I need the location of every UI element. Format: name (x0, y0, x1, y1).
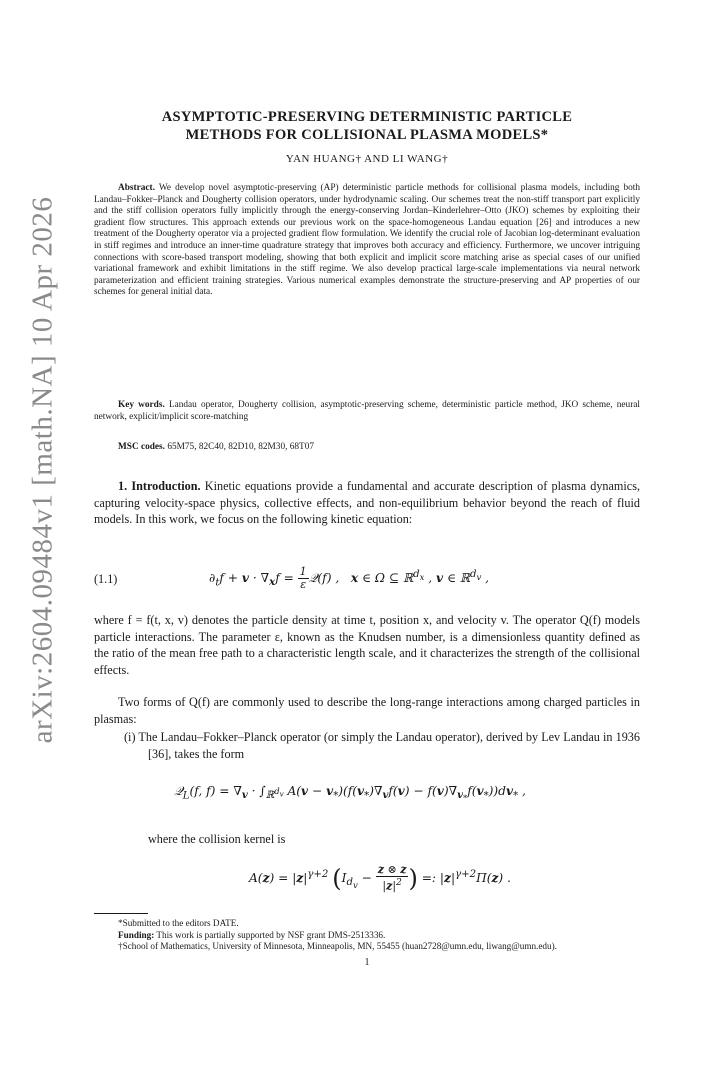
abstract-label: Abstract. (118, 183, 155, 193)
collision-forms-text: Two forms of Q(f) are commonly used to describe the long-range interactions among charged particles in plasmas: (94, 695, 640, 726)
paragraph-collision-forms (94, 694, 640, 727)
funding-label: Funding: (118, 929, 155, 940)
msc-codes (94, 442, 640, 454)
list-item-landau (124, 729, 640, 762)
footnote-submitted: *Submitted to the editors DATE. (118, 918, 239, 928)
equation-landau-operator (94, 784, 640, 814)
kinetic-equation: $\partial_tf + v \cdot \nabla_xf$ = $\frac{1}{\varepsilon}$ 𝒬(f) , x ∈ Ω ⊆ ℝ$^{d_x}$ , v ∈ ℝ$^{d_v}$ , (209, 565, 490, 591)
keywords-text: Landau operator, Dougherty collision, asymptotic-preserving scheme, deterministic particle method, JKO scheme, neural network, explicit/implicit score-matching (94, 400, 641, 422)
title-line-2: METHODS FOR COLLISIONAL PLASMA MODELS* (185, 127, 549, 143)
funding-text: This work is partially supported by NSF grant DMS-2513336. (156, 929, 386, 940)
arxiv-margin-stamp (0, 0, 90, 1067)
footnote-funding (94, 930, 640, 942)
introduction-section (94, 478, 640, 528)
msc-label: MSC codes. (118, 442, 165, 452)
title-line-1: ASYMPTOTIC-PRESERVING DETERMINISTIC PARTICLE (161, 109, 573, 125)
abstract (94, 183, 640, 299)
keywords-label: Key words. (118, 400, 165, 410)
landau-item-text: (i) The Landau–Fokker–Planck operator (or simply the Landau operator), derived by Lev Landau in 1936 [36], takes the form (124, 730, 640, 761)
paragraph-definitions (94, 612, 640, 678)
paper-title (94, 108, 640, 144)
msc-text: 65M75, 82C40, 82D10, 82M30, 68T07 (167, 442, 315, 452)
landau-operator-formula: 𝒬$_L$(f, $f) = \nabla_v \cdot \int_{ℝ^{d_v}}$ $A(v - v_*)(f(v_*)\nabla_vf(v) - f(v)\nabla_{v_*}f(v_*))dv_*$ , (174, 784, 526, 804)
intro-paragraph: Kinetic equations provide a fundamental and accurate description of plasma dynamics, capturing velocity-space physics, collective effects, and non-equilibrium behavior beyond the reach of fluid models. In this work, we focus on the following kinetic equation: (94, 479, 640, 526)
author-list: YAN HUANG† AND LI WANG† (285, 153, 449, 165)
kernel-intro: where the collision kernel is (148, 832, 286, 846)
footnote-rule (94, 913, 148, 914)
keywords (94, 400, 640, 423)
definitions-text: where f = f(t, x, v) denotes the particle density at time t, position x, and velocity v. The operator Q(f) models particle interactions. The parameter ε, known as the Knudsen number, is a dimensionless quantity defined as the ratio of the mean free path to a characteristic length scale, and it characterizes the strength of the collisional effects. (94, 613, 640, 677)
footnotes (94, 918, 640, 953)
collision-kernel-formula: $A(z) = |z|^{\gamma+2}$ ($I_{d_v}$ − $\frac{z \otimes z}{|z|^2}$ ) =: $|z|^{\gamma+2}\Pi(z)$ . (249, 863, 511, 893)
footnote-affiliation: †School of Mathematics, University of Minnesota, Minneapolis, MN, 55455 (huan2728@umn.edu, liwang@umn.edu). (118, 941, 557, 952)
abstract-text: We develop novel asymptotic-preserving (AP) deterministic particle methods for collisional plasma models, including both Landau–Fokker–Planck and Dougherty collision operators, under hydrodynamic scaling. Our schemes treat the non-stiff transport part explicitly and the stiff collision operators fully implicitly through the energy-conserving Jordan–Kinderlehrer–Otto (JKO) schemes by exploiting their gradient flow structures. This approach extends our previous work on the space-homogeneous Landau equation [26] and introduces a new treatment of the Dougherty operator via a projected gradient flow formulation. We identify the crucial role of Jacobian log-determinant evaluation in stiff regimes and introduce an inner-time quadrature strategy that improves both accuracy and efficiency. Furthermore, we uncover intriguing connections with score-based transport modeling, showing that both explicit and implicit score matching arise as special cases of our unified variational framework and exhibit limitations in the stiff regime. We also develop practical large-scale implementations via neural network parameterization and efficient training strategies. Various numerical examples demonstrate the structure-preserving and AP properties of our schemes for general initial data. (94, 183, 641, 298)
arxiv-identifier: arXiv:2604.09484v1 [math.NA] 10 Apr 2026 (26, 196, 59, 744)
equation-1-1 (94, 566, 640, 596)
equation-label: (1.1) (94, 572, 118, 586)
page-number: 1 (364, 957, 370, 968)
section-heading: 1. Introduction. (118, 479, 201, 493)
equation-collision-kernel (94, 864, 640, 900)
